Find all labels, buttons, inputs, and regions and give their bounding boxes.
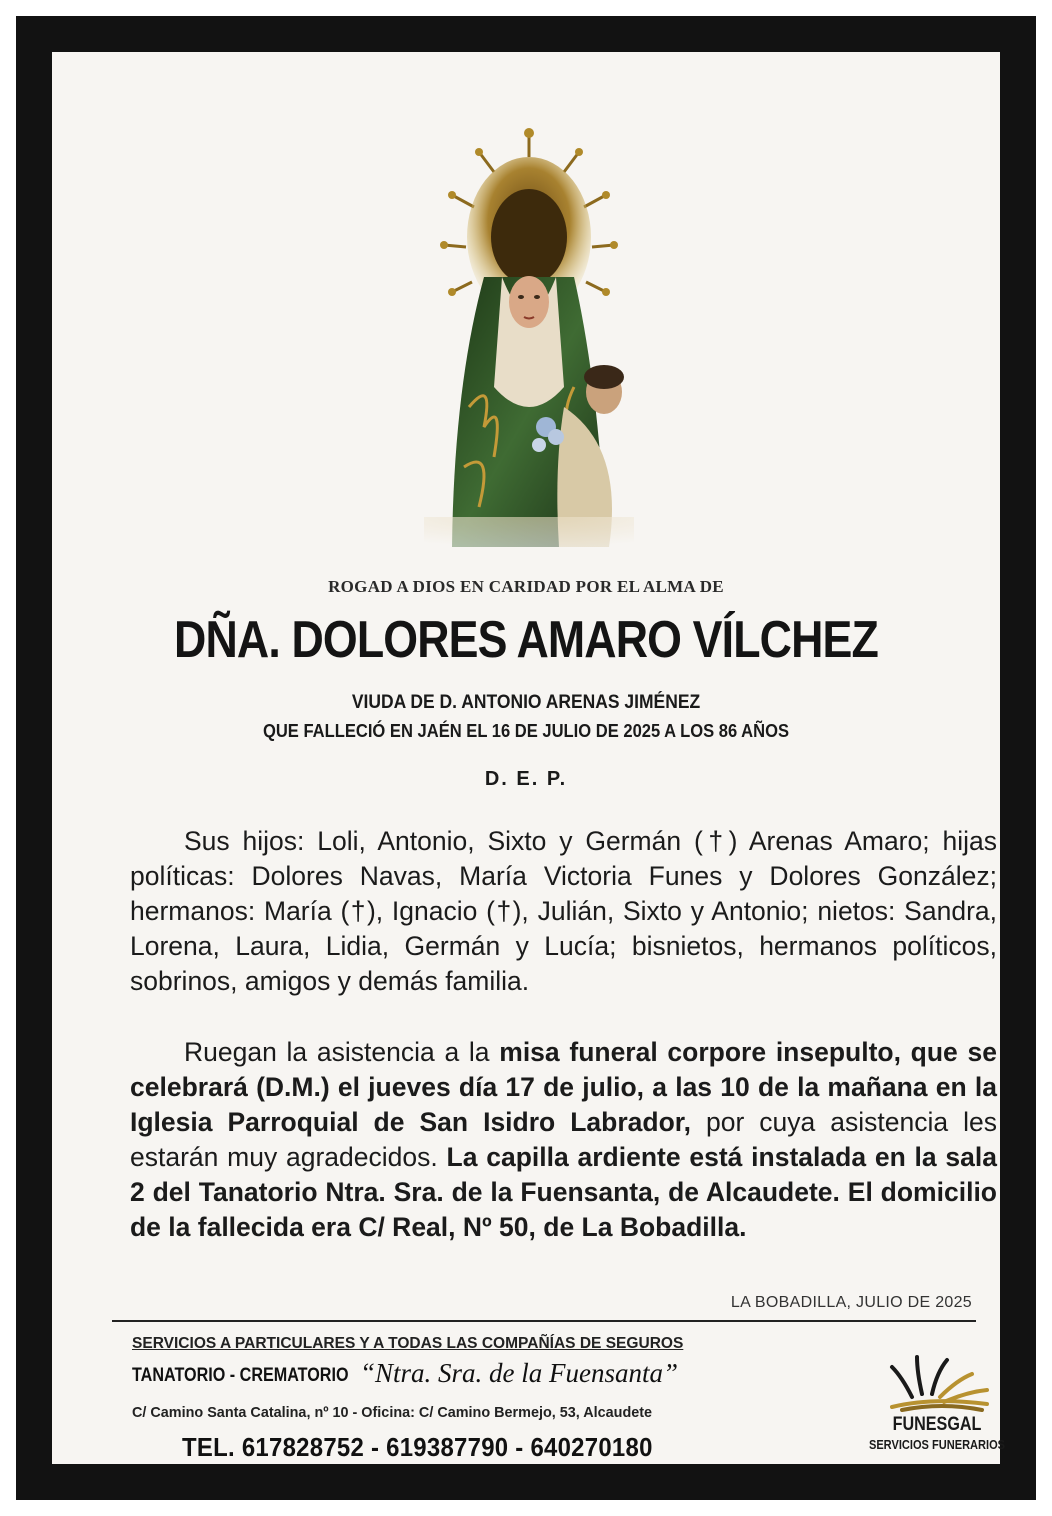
address-line: C/ Camino Santa Catalina, nº 10 - Oficina: C/ Camino Bermejo, 53, Alcaudete (132, 1404, 653, 1421)
divider (112, 1320, 976, 1322)
funeral-paragraph (130, 1035, 997, 1245)
logo-name: FUNESGAL (892, 1414, 982, 1435)
deceased-name: DÑA. DOLORES AMARO VÍLCHEZ (174, 611, 878, 669)
death-details: QUE FALLECIÓ EN JAÉN EL 16 DE JULIO DE 2025 A LOS 86 AÑOS (262, 721, 790, 741)
services-line: SERVICIOS A PARTICULARES Y A TODAS LAS COMPAÑÍAS DE SEGUROS (132, 1335, 684, 1352)
funesgal-logo-icon (872, 1352, 1002, 1412)
family-text: Sus hijos: Loli, Antonio, Sixto y Germán (†) Arenas Amaro; hijas políticas: Dolores Navas, María Victoria Funes y Dolores González; hermanos: María (†), Ignacio (†), Julián, Sixto y Antonio; nietos: Sandra, Lorena, Laura, Lidia, Germán y Lucía; bisnietos, hermanos políticos, sobrinos, amigos y demás familia. (130, 826, 997, 996)
funeral-text-3: por cuya asistencia les estarán muy agradecidos. (130, 1107, 997, 1172)
logo-subtitle: SERVICIOS FUNERARIOS (868, 1437, 1006, 1452)
tanatorio-name: “Ntra. Sra. de la Fuensanta” (360, 1358, 679, 1388)
rip-line: D. E. P. (484, 768, 568, 790)
funeral-text-1: Ruegan la asistencia a la (184, 1037, 500, 1067)
funeral-text-2: misa funeral corpore insepulto, que se celebrará (D.M.) el jueves día 17 de julio, a las 10 de la mañana en la Iglesia Parroquial de San Isidro Labrador, (130, 1037, 997, 1137)
widow-of-line: VIUDA DE D. ANTONIO ARENAS JIMÉNEZ (351, 692, 701, 713)
phone-line: TEL. 617828752 - 619387790 - 640270180 (182, 1432, 653, 1462)
place-date: LA BOBADILLA, JULIO DE 2025 (730, 1294, 972, 1311)
tanatorio-label: TANATORIO - CREMATORIO (132, 1365, 349, 1386)
prayer-heading: ROGAD A DIOS EN CARIDAD POR EL ALMA DE (328, 577, 724, 596)
funeral-text (130, 1035, 997, 1245)
obituary-frame (16, 16, 1036, 1500)
family-paragraph (130, 824, 997, 999)
virgin-and-child-image (424, 127, 634, 547)
funeral-text-4: La capilla ardiente está instalada en la sala 2 del Tanatorio Ntra. Sra. de la Fuensanta, de Alcaudete. El domicilio de la fallecida era C/ Real, Nº 50, de La Bobadilla. (130, 1142, 997, 1242)
